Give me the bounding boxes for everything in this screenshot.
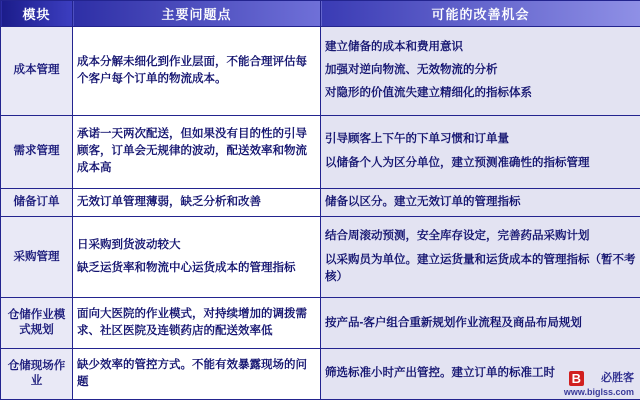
watermark-url: www.biglss.com bbox=[563, 387, 634, 397]
column-header-module: 模块 bbox=[1, 1, 73, 27]
column-header-issues: 主要问题点 bbox=[73, 1, 321, 27]
watermark-logo: B bbox=[569, 371, 584, 386]
issues-cell bbox=[73, 298, 321, 349]
module-label: 仓储作业模式规划 bbox=[1, 298, 73, 349]
module-label: 采购管理 bbox=[1, 217, 73, 298]
issues-cell bbox=[73, 188, 321, 217]
issue-line: 缺少效率的管控方式。不能有效暴露现场的问题 bbox=[77, 358, 307, 389]
opportunity-line: 建立储备的成本和费用意识 bbox=[325, 40, 463, 53]
opportunity-line: 以储备个人为区分单位，建立预测准确性的指标管理 bbox=[325, 156, 590, 169]
opportunity-line: 储备以区分。建立无效订单的管理指标 bbox=[325, 195, 521, 208]
issue-line: 日采购到货波动较大 bbox=[77, 239, 181, 252]
issue-line: 面向大医院的作业模式，对持续增加的调拨需求、社区医院及连锁药店的配送效率低 bbox=[77, 307, 307, 338]
table-row bbox=[1, 298, 640, 349]
opportunities-cell bbox=[321, 115, 640, 188]
opportunity-line: 按产品-客户组合重新规划作业流程及商品布局规划 bbox=[325, 316, 582, 329]
column-header-opportunities: 可能的改善机会 bbox=[321, 1, 640, 27]
opportunities-cell bbox=[321, 298, 640, 349]
opportunities-cell bbox=[321, 188, 640, 217]
opportunity-line: 加强对逆向物流、无效物流的分析 bbox=[325, 64, 498, 77]
opportunity-line: 引导顾客上下午的下单习惯和订单量 bbox=[325, 133, 509, 146]
issue-line: 无效订单管理薄弱，缺乏分析和改善 bbox=[77, 195, 261, 208]
opportunity-line: 对隐形的价值流失建立精细化的指标体系 bbox=[325, 87, 532, 100]
opportunities-cell bbox=[321, 349, 640, 400]
opportunities-cell bbox=[321, 217, 640, 298]
issue-line: 成本分解未细化到作业层面，不能合理评估每个客户每个订单的物流成本。 bbox=[77, 55, 307, 85]
issues-cell bbox=[73, 217, 321, 298]
module-label: 需求管理 bbox=[1, 115, 73, 188]
module-label: 储备订单 bbox=[1, 188, 73, 217]
table-row bbox=[1, 188, 640, 217]
issues-cell bbox=[73, 115, 321, 188]
module-label: 仓储现场作业 bbox=[1, 349, 73, 400]
table-row bbox=[1, 349, 640, 400]
table-header-row bbox=[1, 1, 640, 27]
watermark-brand: 必胜客 bbox=[601, 372, 634, 384]
issues-cell bbox=[73, 349, 321, 400]
opportunity-line: 筛选标准小时产出管控。建立订单的标准工时 bbox=[325, 367, 555, 380]
issues-cell bbox=[73, 27, 321, 116]
opportunities-cell bbox=[321, 27, 640, 116]
table-row bbox=[1, 217, 640, 298]
module-label: 成本管理 bbox=[1, 27, 73, 116]
table-row bbox=[1, 27, 640, 116]
issue-line: 缺乏运货率和物流中心运货成本的管理指标 bbox=[77, 262, 296, 275]
table-row bbox=[1, 115, 640, 188]
opportunity-line: 结合周滚动预测，安全库存设定，完善药品采购计划 bbox=[325, 230, 590, 243]
issue-line: 承诺一天两次配送，但如果没有目的性的引导顾客，订单会无规律的波动，配送效率和物流成本高 bbox=[77, 127, 307, 175]
opportunity-line: 以采购员为单位。建立运货量和运货成本的管理指标（暂不考核） bbox=[325, 253, 636, 283]
